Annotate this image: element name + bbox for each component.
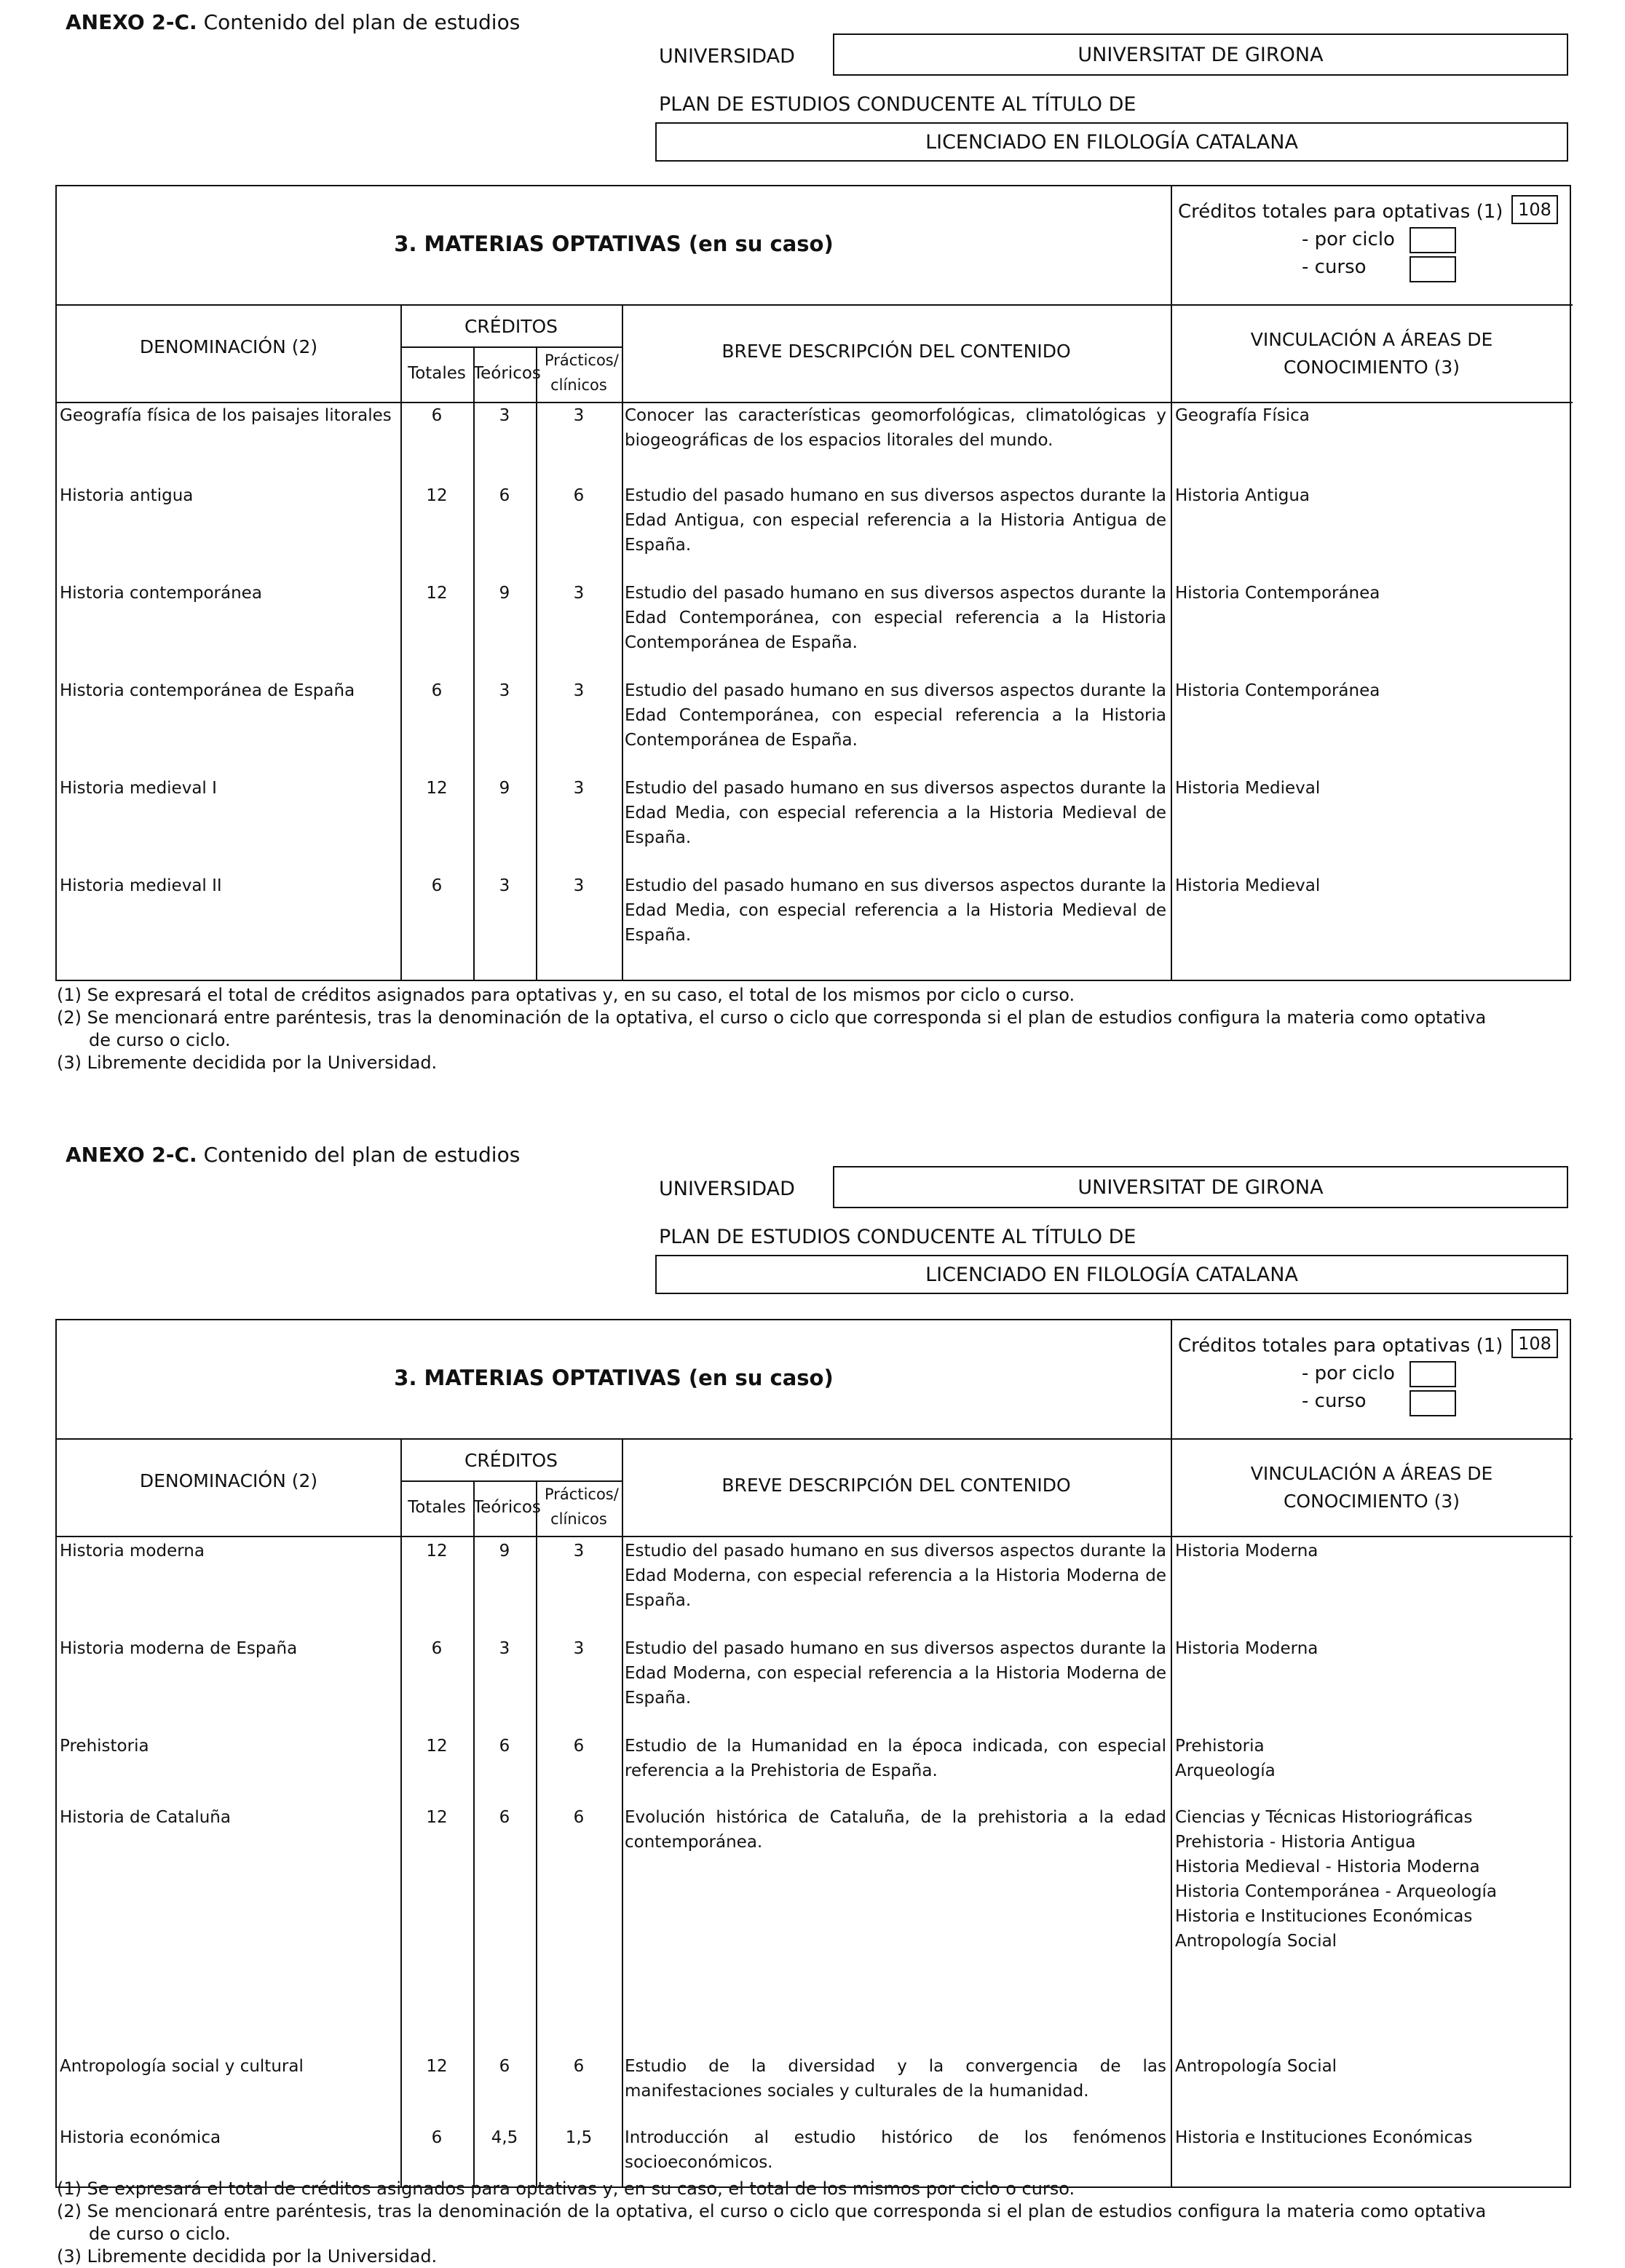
area-item: Historia Moderna: [1175, 1639, 1318, 1658]
row-teoricos: 3: [499, 406, 510, 425]
divider: [1171, 1438, 1172, 2188]
area-item: Antropología Social: [1175, 2057, 1337, 2076]
row-descripcion: Estudio de la Humanidad en la época indicada, con especial referencia a la Prehistoria de España.: [625, 1737, 1166, 1780]
area-item: Historia Contemporánea: [1175, 681, 1380, 700]
row-totales: 6: [431, 406, 443, 425]
row-totales: 12: [426, 2057, 448, 2076]
row-practicos: 3: [573, 1639, 585, 1658]
page-1: [0, 0, 1625, 1092]
area-item: Historia e Instituciones Económicas: [1175, 1907, 1473, 1926]
row-practicos: 3: [573, 779, 585, 798]
universidad-label: UNIVERSIDAD: [659, 1178, 795, 1200]
row-descripcion: Estudio del pasado humano en sus diversos aspectos durante la Edad Contemporánea, con especial referencia a la Historia Contemporánea de España.: [625, 584, 1166, 652]
row-totales: 12: [426, 1737, 448, 1756]
row-denominacion: Geografía física de los paisajes litorales: [60, 406, 392, 425]
annex-subtitle: Contenido del plan de estudios: [197, 10, 521, 34]
row-denominacion: Prehistoria: [60, 1737, 149, 1756]
row-areas: [1175, 581, 1568, 606]
row-teoricos: 9: [499, 1542, 510, 1561]
row-practicos: 6: [573, 486, 585, 505]
row-denominacion: Historia contemporánea: [60, 584, 262, 603]
area-item: Geografía Física: [1175, 406, 1310, 425]
plan-label: PLAN DE ESTUDIOS CONDUCENTE AL TÍTULO DE: [659, 1226, 1136, 1248]
row-teoricos: 3: [499, 876, 510, 895]
area-item: Arqueología: [1175, 1761, 1276, 1780]
por-ciclo-field[interactable]: [1409, 227, 1456, 253]
header-creditos: CRÉDITOS: [464, 1450, 558, 1471]
row-totales: 6: [431, 1639, 443, 1658]
creditos-totales-value: 108: [1511, 1329, 1558, 1358]
area-item: Historia Moderna: [1175, 1542, 1318, 1561]
row-practicos: 3: [573, 681, 585, 700]
row-totales: 12: [426, 584, 448, 603]
por-ciclo-label: - por ciclo: [1302, 229, 1395, 250]
row-practicos: 3: [573, 876, 585, 895]
row-areas: [1175, 483, 1568, 508]
divider: [473, 1480, 475, 2188]
header-totales: Totales: [408, 364, 466, 383]
row-teoricos: 6: [499, 1737, 510, 1756]
row-teoricos: 9: [499, 779, 510, 798]
row-teoricos: 3: [499, 1639, 510, 1658]
annex-subtitle: Contenido del plan de estudios: [197, 1143, 521, 1167]
row-totales: 12: [426, 486, 448, 505]
annex-title: [66, 10, 520, 34]
row-descripcion: Estudio del pasado humano en sus diversos aspectos durante la Edad Media, con especial referencia a la Historia Medieval de España.: [625, 876, 1166, 945]
row-teoricos: 6: [499, 2057, 510, 2076]
por-ciclo-label: - por ciclo: [1302, 1363, 1395, 1384]
row-totales: 6: [431, 681, 443, 700]
row-teoricos: 3: [499, 681, 510, 700]
area-item: Historia Medieval - Historia Moderna: [1175, 1857, 1480, 1876]
row-denominacion: Historia de Cataluña: [60, 1808, 231, 1827]
row-teoricos: 4,5: [491, 2128, 518, 2147]
row-totales: 6: [431, 876, 443, 895]
area-item: Ciencias y Técnicas Historiográficas: [1175, 1808, 1473, 1827]
titulo-field: LICENCIADO EN FILOLOGÍA CATALANA: [655, 122, 1568, 162]
row-totales: 12: [426, 1542, 448, 1561]
header-teoricos: Teóricos: [473, 364, 541, 383]
titulo-field: LICENCIADO EN FILOLOGÍA CATALANA: [655, 1255, 1568, 1294]
row-denominacion: Historia medieval II: [60, 876, 222, 895]
row-practicos: 1,5: [565, 2128, 593, 2147]
curso-field[interactable]: [1409, 1390, 1456, 1416]
header-descripcion: BREVE DESCRIPCIÓN DEL CONTENIDO: [721, 1475, 1071, 1496]
row-practicos: 6: [573, 1737, 585, 1756]
page-2: [0, 1133, 1625, 2267]
row-areas: [1175, 873, 1568, 898]
row-descripcion: Evolución histórica de Cataluña, de la prehistoria a la edad contemporánea.: [625, 1808, 1166, 1852]
row-denominacion: Historia contemporánea de España: [60, 681, 355, 700]
header-denominacion: DENOMINACIÓN (2): [139, 336, 318, 357]
annex-label: ANEXO 2-C.: [66, 1143, 197, 1167]
row-denominacion: Historia económica: [60, 2128, 221, 2147]
creditos-totales-label: Créditos totales para optativas (1): [1178, 201, 1503, 223]
divider: [1171, 186, 1172, 304]
area-item: Historia Antigua: [1175, 486, 1310, 505]
area-item: Historia Medieval: [1175, 876, 1321, 895]
row-teoricos: 9: [499, 584, 510, 603]
area-item: Historia Contemporánea: [1175, 584, 1380, 603]
row-descripcion: Estudio de la diversidad y la convergencia de las manifestaciones sociales y culturales de la humanidad.: [625, 2057, 1166, 2101]
row-practicos: 6: [573, 2057, 585, 2076]
row-descripcion: Estudio del pasado humano en sus diversos aspectos durante la Edad Contemporánea, con especial referencia a la Historia Contemporánea de España.: [625, 681, 1166, 750]
annex-title: [66, 1143, 520, 1167]
row-areas: [1175, 1636, 1568, 1661]
footnote: (1) Se expresará el total de créditos asignados para optativas y, en su caso, el total de los mismos por ciclo o curso.: [57, 2178, 1075, 2199]
header-totales: Totales: [408, 1498, 466, 1517]
row-practicos: 3: [573, 1542, 585, 1561]
area-item: Antropología Social: [1175, 1932, 1337, 1951]
row-descripcion: Estudio del pasado humano en sus diversos aspectos durante la Edad Moderna, con especial referencia a la Historia Moderna de España.: [625, 1542, 1166, 1610]
area-item: Historia Contemporánea - Arqueología: [1175, 1882, 1497, 1901]
header-practicos: Prácticos/ clínicos: [545, 352, 619, 394]
row-totales: 6: [431, 2128, 443, 2147]
row-areas: [1175, 678, 1568, 703]
row-denominacion: Historia medieval I: [60, 779, 217, 798]
divider: [1171, 1320, 1172, 1438]
curso-label: - curso: [1302, 1390, 1367, 1412]
row-denominacion: Antropología social y cultural: [60, 2057, 304, 2076]
materias-table: [55, 1319, 1571, 2188]
header-descripcion: BREVE DESCRIPCIÓN DEL CONTENIDO: [721, 341, 1071, 362]
divider: [1171, 304, 1172, 981]
footnote: (2) Se mencionará entre paréntesis, tras la denominación de la optativa, el curso o ciclo que corresponda si el plan de estudios configura la materia como optativa: [57, 2201, 1487, 2221]
row-teoricos: 6: [499, 1808, 510, 1827]
row-areas: [1175, 2125, 1568, 2150]
header-vinculacion: VINCULACIÓN A ÁREAS DE CONOCIMIENTO (3): [1250, 1463, 1493, 1512]
area-item: Historia Medieval: [1175, 779, 1321, 798]
divider: [622, 1438, 623, 2188]
section-title: 3. MATERIAS OPTATIVAS (en su caso): [394, 1365, 834, 1390]
row-teoricos: 6: [499, 486, 510, 505]
creditos-totales-label: Créditos totales para optativas (1): [1178, 1335, 1503, 1357]
divider: [536, 1480, 537, 2188]
row-practicos: 3: [573, 406, 585, 425]
area-item: Prehistoria: [1175, 1737, 1265, 1756]
area-item: Prehistoria - Historia Antigua: [1175, 1833, 1416, 1852]
row-areas: [1175, 1539, 1568, 1563]
curso-label: - curso: [1302, 256, 1367, 278]
footnote: de curso o ciclo.: [89, 2224, 231, 2244]
divider: [622, 304, 623, 981]
universidad-field: UNIVERSITAT DE GIRONA: [833, 1166, 1568, 1208]
row-areas: [1175, 776, 1568, 801]
row-practicos: 3: [573, 584, 585, 603]
row-areas: [1175, 2054, 1568, 2079]
row-descripcion: Introducción al estudio histórico de los fenómenos socioeconómicos.: [625, 2128, 1166, 2172]
header-practicos: Prácticos/ clínicos: [545, 1486, 619, 1528]
row-areas: [1175, 1805, 1568, 1954]
footnote: (2) Se mencionará entre paréntesis, tras la denominación de la optativa, el curso o ciclo que corresponda si el plan de estudios configura la materia como optativa: [57, 1007, 1487, 1028]
row-descripcion: Estudio del pasado humano en sus diversos aspectos durante la Edad Antigua, con especial referencia a la Historia Antigua de España.: [625, 486, 1166, 555]
header-vinculacion: VINCULACIÓN A ÁREAS DE CONOCIMIENTO (3): [1250, 329, 1493, 378]
row-denominacion: Historia antigua: [60, 486, 194, 505]
row-totales: 12: [426, 779, 448, 798]
header-denominacion: DENOMINACIÓN (2): [139, 1470, 318, 1491]
row-denominacion: Historia moderna de España: [60, 1639, 298, 1658]
row-totales: 12: [426, 1808, 448, 1827]
header-creditos: CRÉDITOS: [464, 316, 558, 337]
row-denominacion: Historia moderna: [60, 1542, 205, 1561]
row-descripcion: Estudio del pasado humano en sus diversos aspectos durante la Edad Media, con especial referencia a la Historia Medieval de España.: [625, 779, 1166, 847]
materias-table: [55, 185, 1571, 981]
plan-label: PLAN DE ESTUDIOS CONDUCENTE AL TÍTULO DE: [659, 93, 1136, 116]
row-areas: [1175, 403, 1568, 428]
area-item: Historia e Instituciones Económicas: [1175, 2128, 1473, 2147]
row-descripcion: Conocer las características geomorfológicas, climatológicas y biogeográficas de los espacios litorales del mundo.: [625, 406, 1166, 450]
row-areas: [1175, 1734, 1568, 1783]
divider: [57, 1536, 1573, 1537]
header-teoricos: Teóricos: [473, 1498, 541, 1517]
row-practicos: 6: [573, 1808, 585, 1827]
annex-label: ANEXO 2-C.: [66, 10, 197, 34]
universidad-field: UNIVERSITAT DE GIRONA: [833, 33, 1568, 76]
section-title: 3. MATERIAS OPTATIVAS (en su caso): [394, 231, 834, 256]
por-ciclo-field[interactable]: [1409, 1361, 1456, 1387]
divider: [57, 304, 1573, 306]
row-descripcion: Estudio del pasado humano en sus diversos aspectos durante la Edad Moderna, con especial referencia a la Historia Moderna de España.: [625, 1639, 1166, 1708]
creditos-totales-value: 108: [1511, 195, 1558, 224]
footnote: (3) Libremente decidida por la Universidad.: [57, 1052, 438, 1073]
divider: [57, 1438, 1573, 1440]
footnote: de curso o ciclo.: [89, 1030, 231, 1050]
universidad-label: UNIVERSIDAD: [659, 45, 795, 68]
footnote: (1) Se expresará el total de créditos asignados para optativas y, en su caso, el total de los mismos por ciclo o curso.: [57, 985, 1075, 1005]
footnote: (3) Libremente decidida por la Universidad.: [57, 2246, 438, 2267]
curso-field[interactable]: [1409, 256, 1456, 282]
